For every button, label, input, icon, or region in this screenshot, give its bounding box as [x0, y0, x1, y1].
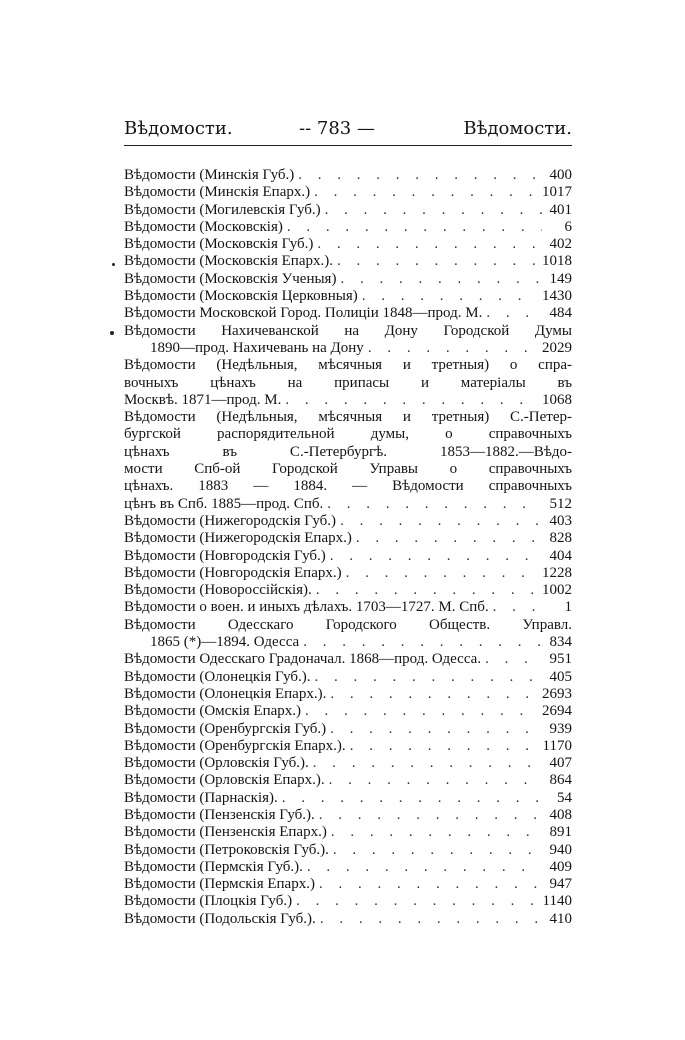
page-reference: 951 [549, 651, 572, 668]
leader-dots [317, 236, 542, 253]
leader-dots [330, 548, 542, 565]
page-reference: 404 [549, 547, 572, 564]
index-entry [124, 323, 572, 358]
entry-text: Вѣдомости (Оренбургскія Епарх.). [124, 737, 346, 754]
page-reference: 512 [549, 495, 572, 512]
page-reference: 54 [557, 789, 572, 806]
page-reference: 1018 [542, 253, 572, 270]
leader-dots [331, 824, 542, 841]
index-entry [124, 738, 572, 755]
leader-dots [340, 513, 542, 530]
index-entry [124, 651, 572, 668]
entry-text: Вѣдомости (Пензенскія Епарх.) [124, 824, 327, 841]
page-reference: 2694 [542, 703, 572, 720]
entry-line: Вѣдомости Одесскаго Городского Обществ. Управл. [124, 616, 572, 633]
entry-line-last [124, 599, 572, 616]
entry-line-last [124, 669, 572, 686]
leader-dots [486, 305, 542, 322]
page-reference: 891 [549, 824, 572, 841]
page-reference: 407 [549, 755, 572, 772]
page-reference: 484 [549, 305, 572, 322]
index-entry [124, 530, 572, 547]
leader-dots [350, 738, 539, 755]
entry-text: Вѣдомости (Московскія) [124, 218, 283, 235]
index-entry [124, 755, 572, 772]
leader-dots [303, 634, 542, 651]
entry-line-last [124, 392, 572, 409]
page-reference: 1140 [542, 893, 572, 910]
leader-dots [356, 530, 542, 547]
entry-line-last [124, 686, 572, 703]
entry-text: Вѣдомости (Подольскія Губ.). [124, 910, 316, 927]
page-reference: 834 [549, 634, 572, 651]
entry-text: Вѣдомости (Новгородскія Губ.) [124, 547, 326, 564]
leader-dots [330, 721, 542, 738]
entry-text: Вѣдомости (Омскія Епарх.) [124, 703, 302, 720]
index-entry [124, 721, 572, 738]
leader-dots [319, 807, 542, 824]
entry-text: Вѣдомости (Пермскія Губ.). [124, 858, 303, 875]
entry-line: Вѣдомости Нахичеванской на Дону Городской Думы [124, 322, 572, 339]
index-entry [124, 548, 572, 565]
entry-line-last [124, 167, 572, 184]
page-reference: 1 [564, 599, 572, 616]
leader-dots [287, 219, 542, 236]
entry-line-last [124, 790, 572, 807]
entry-line-last [124, 859, 572, 876]
entry-line-last [124, 565, 572, 582]
entry-line-last [124, 496, 572, 513]
leader-dots [333, 842, 542, 859]
entry-line: цѣнахъ въ С.-Петербургѣ. 1853—1882.—Вѣдо- [124, 443, 572, 460]
entry-text: Вѣдомости (Олонецкія Губ.). [124, 668, 311, 685]
page-reference: 402 [549, 236, 572, 253]
index-entry [124, 409, 572, 513]
entry-text: Вѣдомости (Нижегородскія Епарх.) [124, 530, 352, 547]
entry-line-last [124, 236, 572, 253]
entry-text: Вѣдомости о воен. и иныхъ дѣлахъ. 1703—1727. М. Спб. [124, 599, 489, 616]
entry-text: Вѣдомости (Могилевскія Губ.) [124, 201, 321, 218]
entry-text: Вѣдомости (Петроковскія Губ.). [124, 841, 329, 858]
header-left-title: Вѣдомости. [124, 118, 233, 139]
entry-line-last [124, 807, 572, 824]
index-entry [124, 184, 572, 201]
entry-line-last [124, 219, 572, 236]
leader-dots [330, 686, 538, 703]
page-reference: 828 [549, 530, 572, 547]
page-reference: 1170 [542, 737, 572, 754]
entry-line-last [124, 634, 572, 651]
entry-line-last [124, 582, 572, 599]
entry-line-last [124, 184, 572, 201]
page-reference: 864 [549, 772, 572, 789]
index-entry [124, 772, 572, 789]
entry-line: вочныхъ цѣнахъ на припасы и матеріалы въ [124, 374, 572, 391]
page-reference: 409 [549, 858, 572, 875]
leader-dots [325, 202, 542, 219]
entry-text: Вѣдомости (Пермскія Епарх.) [124, 876, 315, 893]
running-header [124, 118, 572, 142]
entry-line-last [124, 202, 572, 219]
page-reference: 400 [549, 167, 572, 183]
entry-text: Вѣдомости (Московскія Епарх.). [124, 253, 333, 270]
entry-line: Вѣдомости (Недѣльныя, мѣсячныя и третныя) о спра- [124, 357, 572, 374]
entry-text: Вѣдомости Московской Город. Полиціи 1848—прод. М. [124, 305, 483, 322]
index-entry [124, 271, 572, 288]
leader-dots [362, 288, 538, 305]
entry-text: Вѣдомости (Новгородскія Епарх.) [124, 564, 342, 581]
page-reference: 408 [549, 806, 572, 823]
page-reference: 1068 [542, 391, 572, 408]
leader-dots [307, 859, 542, 876]
leader-dots [346, 565, 538, 582]
page-reference: 149 [549, 270, 572, 287]
entry-text: Вѣдомости (Московскія Губ.) [124, 236, 314, 253]
entry-line: Вѣдомости (Недѣльныя, мѣсячныя и третныя) С.-Петер- [124, 409, 572, 426]
leader-dots [296, 893, 538, 910]
index-entry [124, 859, 572, 876]
entry-line-last [124, 772, 572, 789]
entry-text: Вѣдомости (Новороссійскія). [124, 582, 312, 599]
leader-dots [315, 669, 542, 686]
leader-dots [305, 703, 538, 720]
entry-line: бургской распорядительной думы, о справочныхъ [124, 426, 572, 443]
index-entry [124, 305, 572, 322]
index-entry [124, 582, 572, 599]
entry-text: Вѣдомости (Орловскія Епарх.). [124, 772, 325, 789]
index-entry [124, 876, 572, 893]
index-entry [124, 219, 572, 236]
index-entry [124, 202, 572, 219]
leader-dots [368, 340, 538, 357]
entry-line-last [124, 253, 572, 270]
entry-text: Вѣдомости (Плоцкія Губ.) [124, 893, 293, 910]
index-entry [124, 236, 572, 253]
index-entry [124, 911, 572, 928]
entry-line-last [124, 271, 572, 288]
index-entry [124, 357, 572, 409]
page-reference: 405 [549, 668, 572, 685]
entry-text: Вѣдомости (Минскія Епарх.) [124, 184, 311, 201]
index-entry [124, 842, 572, 859]
entry-line-last [124, 703, 572, 720]
page-reference: 403 [549, 512, 572, 529]
page-reference: 2029 [542, 339, 572, 356]
entry-text: Вѣдомости (Нижегородскія Губ.) [124, 512, 337, 529]
index-entry [124, 617, 572, 652]
entry-text: Вѣдомости (Пензенскія Губ.). [124, 806, 315, 823]
page-reference: 410 [549, 910, 572, 927]
page-reference: 6 [564, 218, 572, 235]
index-entry [124, 513, 572, 530]
index-entry [124, 253, 572, 270]
header-right-title: Вѣдомости. [463, 118, 572, 139]
index-entry [124, 167, 572, 184]
margin-bullet-mark [110, 331, 114, 335]
header-rule [124, 145, 572, 146]
entry-line-last [124, 721, 572, 738]
page-reference: 940 [549, 841, 572, 858]
entry-line-last [124, 842, 572, 859]
entry-line-last [124, 755, 572, 772]
entry-line-last [124, 288, 572, 305]
entry-text: Москвѣ. 1871—прод. М. [124, 391, 282, 408]
leader-dots [313, 755, 542, 772]
margin-dot-mark [112, 263, 115, 266]
entry-text: Вѣдомости (Московскія Ученыя) [124, 270, 337, 287]
leader-dots [314, 184, 538, 201]
entry-text: 1865 (*)—1894. Одесса [150, 634, 300, 651]
entry-line-last [124, 738, 572, 755]
index-entry [124, 565, 572, 582]
entry-text: Вѣдомости Одесскаго Градоначал. 1868—прод. Одесса. [124, 651, 482, 668]
entry-text: цѣнъ въ Спб. 1885—прод. Спб. [124, 495, 324, 512]
entry-text: 1890—прод. Нахичевань на Дону [150, 339, 364, 356]
page-reference: 1017 [542, 184, 572, 201]
entry-line-last [124, 305, 572, 322]
index-entry [124, 686, 572, 703]
index-entry [124, 790, 572, 807]
entry-text: Вѣдомости (Оренбургскія Губ.) [124, 720, 327, 737]
leader-dots [340, 271, 542, 288]
leader-dots [282, 790, 542, 807]
index-entry [124, 703, 572, 720]
leader-dots [337, 253, 538, 270]
page-reference: 1430 [542, 288, 572, 305]
entry-line-last [124, 911, 572, 928]
leader-dots [320, 911, 542, 928]
entry-line-last [124, 824, 572, 841]
leader-dots [319, 876, 542, 893]
index-entry [124, 599, 572, 616]
leader-dots [327, 496, 542, 513]
index-entry [124, 669, 572, 686]
entry-line: мости Спб-ой Городской Управы о справочныхъ [124, 461, 572, 478]
index-entry [124, 824, 572, 841]
leader-dots [329, 772, 542, 789]
entry-line-last [124, 513, 572, 530]
index-entry [124, 288, 572, 305]
entry-text: Вѣдомости (Московскія Церковныя) [124, 288, 358, 305]
page-reference: 947 [549, 876, 572, 893]
leader-dots [316, 582, 538, 599]
leader-dots [493, 599, 542, 616]
page-number: -- 783 — [299, 118, 375, 139]
leader-dots [285, 392, 538, 409]
entry-text: Вѣдомости (Минскія Губ.) [124, 167, 295, 183]
entry-line-last [124, 340, 572, 357]
entry-line-last [124, 548, 572, 565]
entry-text: Вѣдомости (Олонецкія Епарх.). [124, 685, 327, 702]
page-reference: 401 [549, 201, 572, 218]
page-reference: 2693 [542, 685, 572, 702]
leader-dots [298, 167, 542, 184]
index-entry [124, 893, 572, 910]
index-entry [124, 807, 572, 824]
page-reference: 939 [549, 720, 572, 737]
entry-line-last [124, 530, 572, 547]
entry-line-last [124, 893, 572, 910]
entry-text: Вѣдомости (Орловскія Губ.). [124, 755, 309, 772]
leader-dots [485, 651, 542, 668]
index-entries [124, 167, 572, 928]
entry-text: Вѣдомости (Парнаскія). [124, 789, 278, 806]
page-reference: 1228 [542, 564, 572, 581]
entry-line-last [124, 651, 572, 668]
entry-line-last [124, 876, 572, 893]
page-reference: 1002 [542, 582, 572, 599]
entry-line: цѣнахъ. 1883 — 1884. — Вѣдомости справочныхъ [124, 478, 572, 495]
